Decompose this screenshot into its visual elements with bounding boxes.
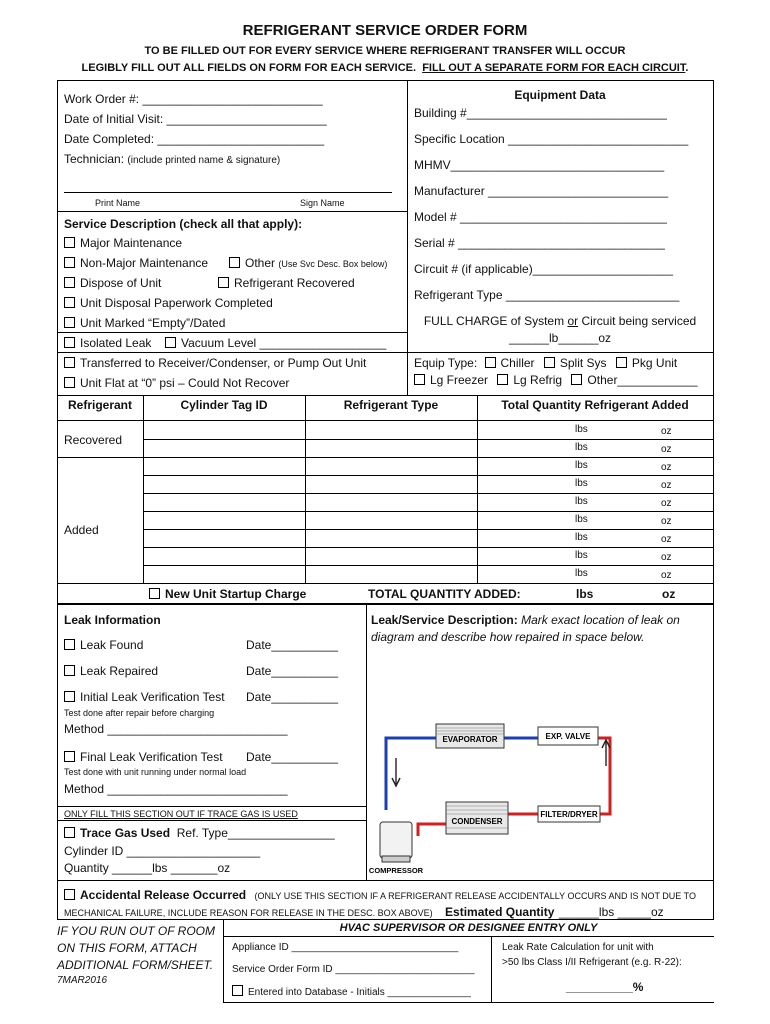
oz-unit-label: oz — [661, 516, 672, 527]
isolated-leak-label: Isolated Leak — [80, 336, 152, 350]
compressor-icon — [380, 822, 412, 858]
refrigeration-cycle-diagram[interactable] — [366, 718, 614, 880]
leak-repaired-label: Leak Repaired — [80, 664, 159, 678]
added-row-label: Added — [64, 523, 99, 537]
leak-rate-line-1: Leak Rate Calculation for unit with — [502, 942, 654, 953]
divider-trace-top — [57, 806, 366, 807]
print-name-label: Print Name — [95, 198, 141, 208]
sign-name-label: Sign Name — [300, 198, 345, 208]
checkbox-icon[interactable] — [64, 639, 75, 650]
equip-type-label: Equip Type: — [414, 356, 478, 370]
technician-signature-line[interactable] — [64, 192, 392, 193]
checkbox-icon[interactable] — [64, 751, 75, 762]
initial-verification-label: Initial Leak Verification Test — [80, 690, 225, 704]
leak-information-title: Leak Information — [64, 613, 161, 627]
divider-isolated — [57, 332, 407, 333]
pkg-unit-label: Pkg Unit — [631, 356, 678, 370]
footer-note-2: ON THIS FORM, ATTACH — [57, 941, 197, 955]
refrigerant-type-field[interactable]: Refrigerant Type __________________________ — [414, 288, 680, 302]
leak-desc-italic-1: Mark exact location of leak on — [521, 613, 680, 627]
table-row[interactable] — [143, 457, 714, 475]
checkbox-icon[interactable] — [544, 357, 555, 368]
non-major-label: Non-Major Maintenance — [80, 256, 209, 270]
header-instruction-2a: LEGIBLY FILL OUT ALL FIELDS ON FORM FOR EACH SERVICE. — [81, 62, 417, 74]
checkbox-icon[interactable] — [229, 257, 240, 268]
oz-unit-label: oz — [661, 498, 672, 509]
compressor-label: COMPRESSOR — [368, 866, 424, 875]
checkbox-icon[interactable] — [414, 374, 425, 385]
final-verification-note: Test done with unit running under normal load — [64, 767, 247, 777]
non-major-maintenance-option[interactable] — [64, 256, 208, 270]
liquid-line-red-1 — [598, 738, 610, 810]
checkbox-icon[interactable] — [165, 337, 176, 348]
chiller-label: Chiller — [500, 356, 535, 370]
divider-trace — [57, 820, 366, 821]
full-charge-or: or — [567, 314, 579, 328]
checkbox-icon[interactable] — [616, 357, 627, 368]
vacuum-level-option[interactable] — [165, 336, 386, 350]
table-header-type: Refrigerant Type — [343, 398, 439, 412]
technician-label — [64, 152, 280, 166]
unit-marked-empty-label: Unit Marked “Empty”/Dated — [80, 316, 226, 330]
oz-unit-label: oz — [661, 534, 672, 545]
service-order-id-field[interactable]: Service Order Form ID _________________________ — [232, 964, 475, 975]
major-maintenance-option[interactable] — [64, 236, 182, 250]
split-sys-label: Split Sys — [559, 356, 607, 370]
table-row[interactable] — [143, 421, 714, 439]
checkbox-icon[interactable] — [64, 691, 75, 702]
other-note: (Use Svc Desc. Box below) — [278, 259, 388, 269]
equipment-data-title: Equipment Data — [514, 88, 606, 102]
table-row[interactable] — [143, 439, 714, 457]
table-row[interactable] — [143, 475, 714, 493]
dispose-option[interactable] — [64, 276, 161, 290]
transferred-label: Transferred to Receiver/Condenser, or Pump Out Unit — [80, 356, 367, 370]
checkbox-icon[interactable] — [64, 297, 75, 308]
checkbox-icon[interactable] — [64, 665, 75, 676]
unit-flat-label: Unit Flat at “0” psi – Could Not Recover — [80, 376, 290, 390]
header-instruction-2: LEGIBLY FILL OUT ALL FIELDS ON FORM FOR EACH SERVICE. FILL OUT A SEPARATE FORM FOR EACH CIRCUIT. — [81, 62, 689, 74]
checkbox-icon[interactable] — [64, 257, 75, 268]
disposal-paperwork-label: Unit Disposal Paperwork Completed — [80, 296, 273, 310]
divider-service — [57, 211, 407, 212]
oz-unit-label: oz — [661, 444, 672, 455]
work-order-field[interactable]: Work Order #: ___________________________ — [64, 92, 323, 106]
border-top — [57, 80, 714, 81]
checkbox-icon[interactable] — [497, 374, 508, 385]
leak-repaired-option[interactable] — [64, 664, 158, 678]
oz-unit-label: oz — [661, 552, 672, 563]
form-title: REFRIGERANT SERVICE ORDER FORM — [242, 22, 528, 39]
checkbox-icon[interactable] — [64, 237, 75, 248]
unit-flat-option[interactable] — [64, 376, 289, 390]
condenser-label: CONDENSER — [451, 817, 503, 826]
checkbox-icon[interactable] — [64, 827, 75, 838]
total-quantity-label: TOTAL QUANTITY ADDED: — [368, 587, 521, 601]
lbs-unit-label: lbs — [575, 442, 588, 453]
trace-ref-type-field[interactable]: Ref. Type________________ — [176, 826, 335, 840]
initial-visit-field[interactable]: Date of Initial Visit: ________________________ — [64, 112, 327, 126]
recovered-label: Refrigerant Recovered — [234, 276, 355, 290]
final-verification-label: Final Leak Verification Test — [80, 750, 223, 764]
trace-gas-row — [64, 826, 335, 840]
equip-type-row-1 — [414, 356, 677, 370]
major-maintenance-label: Major Maintenance — [80, 236, 183, 250]
oz-unit-label: oz — [661, 426, 672, 437]
model-field[interactable]: Model # _______________________________ — [414, 210, 667, 224]
lbs-unit-label: lbs — [575, 514, 588, 525]
checkbox-icon[interactable] — [64, 889, 75, 900]
table-footer-top — [57, 583, 714, 584]
initial-verification-date[interactable]: Date__________ — [246, 690, 339, 704]
unit-marked-empty-option[interactable] — [64, 316, 225, 330]
transferred-option[interactable] — [64, 356, 366, 370]
leak-rate-percent-field[interactable]: __________% — [566, 980, 644, 994]
trace-gas-label: Trace Gas Used — [80, 826, 171, 840]
release-note-1: (ONLY USE THIS SECTION IF A REFRIGERANT RELEASE ACCIDENTALLY OCCURS AND IS NOT DUE TO — [254, 891, 696, 901]
final-verification-date[interactable]: Date__________ — [246, 750, 339, 764]
lbs-unit-label: lbs — [575, 550, 588, 561]
oz-unit-label: oz — [661, 480, 672, 491]
estimated-quantity-field[interactable]: ______lbs _____oz — [558, 905, 664, 919]
lbs-unit-label: lbs — [575, 568, 588, 579]
border-left — [57, 80, 58, 920]
footer-note-3: ADDITIONAL FORM/SHEET. — [57, 958, 214, 972]
leak-desc-line-1 — [371, 613, 680, 627]
exp-valve-label: EXP. VALVE — [545, 732, 591, 741]
trace-quantity-field[interactable]: Quantity ______lbs _______oz — [64, 861, 231, 875]
table-row[interactable] — [143, 529, 714, 547]
table-row[interactable] — [143, 511, 714, 529]
hvac-box-bottom — [223, 1002, 714, 1003]
estimated-quantity-label: Estimated Quantity — [445, 905, 555, 919]
oz-unit-label: oz — [661, 462, 672, 473]
compressor-base-icon — [382, 856, 410, 862]
checkbox-icon[interactable] — [64, 337, 75, 348]
header-instruction-1: TO BE FILLED OUT FOR EVERY SERVICE WHERE REFRIGERANT TRANSFER WILL OCCUR — [144, 45, 626, 57]
header-instruction-2b: FILL OUT A SEPARATE FORM FOR EACH CIRCUIT — [422, 62, 686, 74]
divider-footer — [57, 919, 714, 920]
footer-note-1: IF YOU RUN OUT OF ROOM — [57, 924, 216, 938]
table-top — [57, 395, 714, 396]
final-method-field[interactable]: Method ___________________________ — [64, 782, 288, 796]
table-header-cylinder: Cylinder Tag ID — [180, 398, 268, 412]
initial-verification-option[interactable] — [64, 690, 225, 704]
leak-found-date[interactable]: Date__________ — [246, 638, 339, 652]
checkbox-icon[interactable] — [571, 374, 582, 385]
filter-dryer-label: FILTER/DRYER — [540, 810, 598, 819]
trace-gas-note: ONLY FILL THIS SECTION OUT IF TRACE GAS IS USED — [64, 809, 298, 819]
full-charge-label — [407, 314, 713, 328]
checkbox-icon[interactable] — [218, 277, 229, 288]
circuit-field[interactable]: Circuit # (if applicable)_____________________ — [414, 262, 673, 276]
trace-cylinder-field[interactable]: Cylinder ID ____________________ — [64, 844, 261, 858]
vacuum-level-label: Vacuum Level ___________________ — [181, 336, 387, 350]
form-revision-date: 7MAR2016 — [57, 975, 108, 986]
lbs-unit-label: lbs — [575, 478, 588, 489]
checkbox-icon[interactable] — [64, 377, 75, 388]
divider-equip-type — [407, 352, 713, 353]
checkbox-icon[interactable] — [64, 317, 75, 328]
checkbox-icon[interactable] — [232, 985, 243, 996]
recovered-added-divider — [57, 457, 143, 458]
evaporator-label: EVAPORATOR — [442, 735, 498, 744]
total-oz-label: oz — [662, 587, 676, 601]
leak-repaired-date[interactable]: Date__________ — [246, 664, 339, 678]
lbs-unit-label: lbs — [575, 532, 588, 543]
service-description-title: Service Description (check all that apply): — [64, 217, 303, 231]
leak-found-label: Leak Found — [80, 638, 144, 652]
lbs-unit-label: lbs — [575, 424, 588, 435]
leak-desc-line-2: diagram and describe how repaired in space below. — [371, 630, 645, 644]
date-completed-field[interactable]: Date Completed: _________________________ — [64, 132, 325, 146]
disposal-paperwork-option[interactable] — [64, 296, 273, 310]
full-charge-b: Circuit being serviced — [581, 314, 697, 328]
mhmv-field[interactable]: MHMV________________________________ — [414, 158, 665, 172]
checkbox-icon[interactable] — [64, 357, 75, 368]
serial-field[interactable]: Serial # _______________________________ — [414, 236, 665, 250]
hvac-supervisor-title: HVAC SUPERVISOR OR DESIGNEE ENTRY ONLY — [339, 922, 598, 934]
suction-line-blue — [386, 738, 436, 810]
checkbox-icon[interactable] — [149, 588, 160, 599]
divider-equipment — [407, 80, 408, 395]
other-label: Other — [245, 256, 276, 270]
table-header-total: Total Quantity Refrigerant Added — [501, 398, 689, 412]
table-row[interactable] — [143, 565, 714, 583]
entered-database-option[interactable] — [232, 985, 471, 998]
dispose-label: Dispose of Unit — [80, 276, 162, 290]
entered-database-label: Entered into Database - Initials _______________ — [248, 987, 471, 998]
discharge-line-red — [418, 824, 446, 836]
technician-label-text: Technician: — [64, 152, 125, 166]
hvac-box-divider — [491, 936, 492, 1002]
full-charge-lb-oz-field[interactable]: ______lb______oz — [508, 331, 612, 345]
refrigerant-recovered-option[interactable] — [218, 276, 355, 290]
hvac-header-bottom — [223, 936, 714, 937]
checkbox-icon[interactable] — [64, 277, 75, 288]
table-bottom — [57, 603, 714, 605]
technician-note: (include printed name & signature) — [127, 155, 281, 166]
checkbox-icon[interactable] — [485, 357, 496, 368]
oz-unit-label: oz — [661, 570, 672, 581]
appliance-id-field[interactable]: Appliance ID ______________________________ — [232, 942, 459, 953]
table-row[interactable] — [143, 493, 714, 511]
full-charge-a: FULL CHARGE of System — [423, 314, 565, 328]
isolated-leak-option[interactable] — [64, 336, 151, 350]
initial-method-field[interactable]: Method ___________________________ — [64, 722, 288, 736]
release-note-2: MECHANICAL FAILURE, INCLUDE REASON FOR RELEASE IN THE DESC. BOX ABOVE) — [64, 908, 433, 918]
specific-location-field[interactable]: Specific Location ___________________________ — [414, 132, 689, 146]
new-unit-startup-option[interactable] — [149, 587, 306, 601]
leak-found-option[interactable] — [64, 638, 143, 652]
table-header-refrigerant: Refrigerant — [67, 398, 132, 412]
final-verification-option[interactable] — [64, 750, 223, 764]
leak-rate-line-2: >50 lbs Class I/II Refrigerant (e.g. R-22): — [502, 957, 682, 968]
other-option[interactable] — [229, 256, 387, 270]
lbs-unit-label: lbs — [575, 460, 588, 471]
divider-release — [57, 880, 714, 881]
startup-label: New Unit Startup Charge — [165, 587, 307, 601]
lbs-unit-label: lbs — [575, 496, 588, 507]
accidental-release-label: Accidental Release Occurred — [80, 888, 247, 902]
building-field[interactable]: Building #______________________________ — [414, 106, 667, 120]
lg-refrig-label: Lg Refrig — [513, 373, 563, 387]
equip-other-label: Other____________ — [587, 373, 698, 387]
leak-description-space[interactable] — [372, 648, 708, 720]
divider-transfer — [57, 352, 407, 353]
lg-freezer-label: Lg Freezer — [430, 373, 489, 387]
recovered-row-label: Recovered — [64, 433, 123, 447]
initial-verification-note: Test done after repair before charging — [64, 708, 215, 718]
table-row[interactable] — [143, 547, 714, 565]
leak-desc-bold: Leak/Service Description: — [371, 613, 518, 627]
equip-type-row-2 — [414, 373, 698, 387]
manufacturer-field[interactable]: Manufacturer ___________________________ — [414, 184, 669, 198]
total-lbs-label: lbs — [576, 587, 594, 601]
accidental-release-row — [64, 886, 696, 904]
